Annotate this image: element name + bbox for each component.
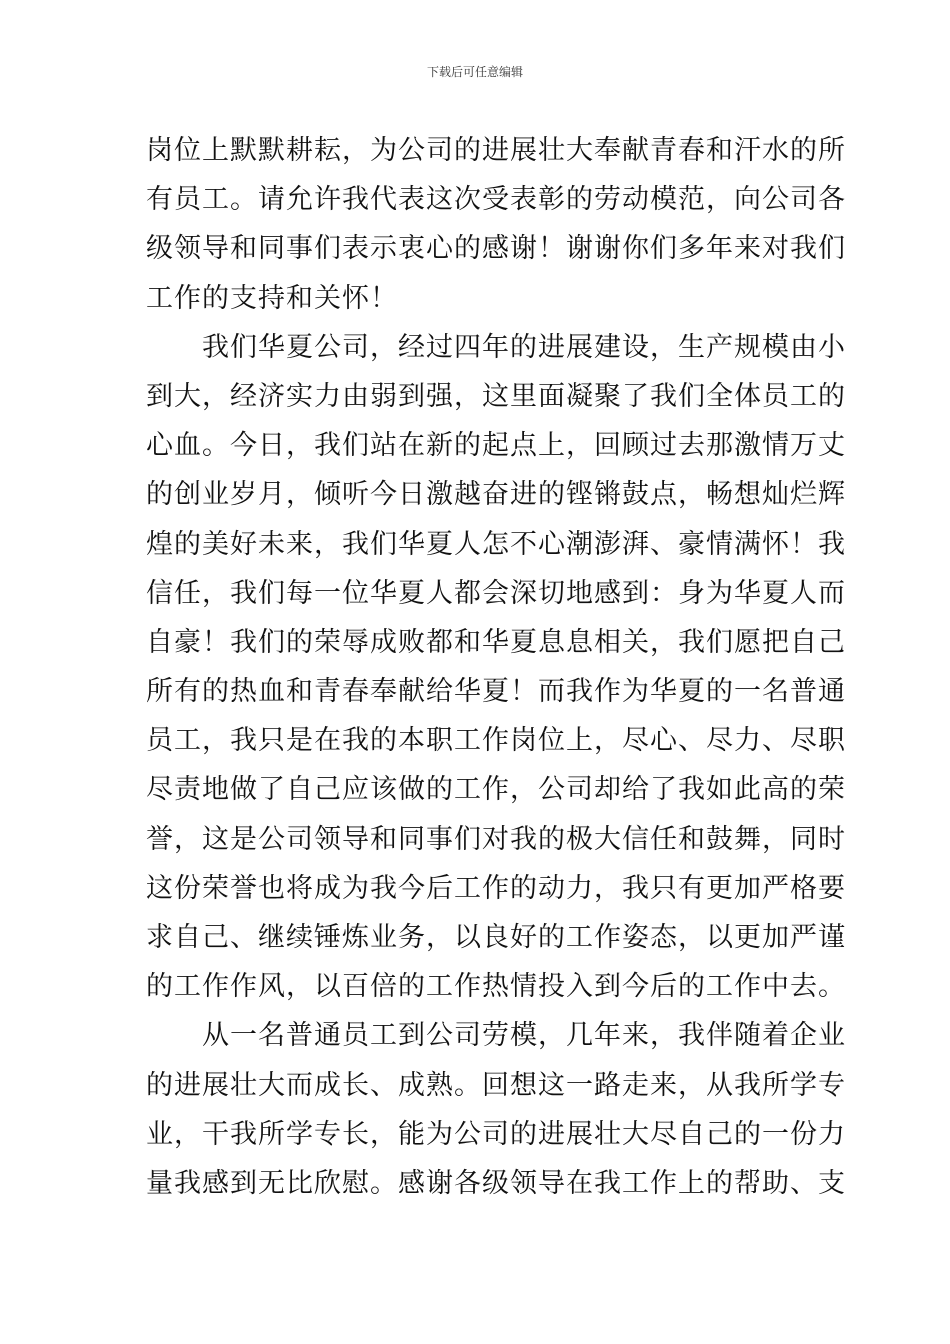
text-line: 工作的支持和关怀！	[146, 282, 398, 314]
text-line: 岗位上默默耕耘，为公司的进展壮大奉献青春和汗水的所	[146, 135, 846, 166]
text-line: 有员工。请允许我代表这次受表彰的劳动模范，向公司各	[146, 184, 846, 216]
text-line: 的创业岁月，倾听今日激越奋进的铿锵鼓点，畅想灿烂辉	[146, 479, 846, 511]
text-line: 员工，我只是在我的本职工作岗位上，尽心、尽力、尽职	[146, 725, 846, 757]
text-line: 级领导和同事们表示衷心的感谢！谢谢你们多年来对我们	[146, 233, 846, 265]
page-header: 下载后可任意编辑	[426, 65, 523, 79]
text-line: 心血。今日，我们站在新的起点上，回顾过去那激情万丈	[146, 430, 846, 462]
text-line: 的进展壮大而成长、成熟。回想这一路走来，从我所学专	[146, 1069, 846, 1101]
text-line: 自豪！我们的荣辱成败都和华夏息息相关，我们愿把自己	[146, 626, 846, 658]
text-line: 尽责地做了自己应该做的工作，公司却给了我如此高的荣	[146, 774, 846, 806]
text-line: 这份荣誉也将成为我今后工作的动力，我只有更加严格要	[146, 872, 846, 904]
text-line: 信任，我们每一位华夏人都会深切地感到：身为华夏人而	[146, 577, 846, 609]
text-line: 到大，经济实力由弱到强，这里面凝聚了我们全体员工的	[146, 380, 846, 412]
document-body	[146, 126, 846, 1208]
text-line: 求自己、继续锤炼业务，以良好的工作姿态，以更加严谨	[146, 922, 846, 953]
text-line: 煌的美好未来，我们华夏人怎不心潮澎湃、豪情满怀！我	[146, 528, 846, 560]
text-line: 所有的热血和青春奉献给华夏！而我作为华夏的一名普通	[146, 676, 846, 708]
text-line: 量我感到无比欣慰。感谢各级领导在我工作上的帮助、支	[146, 1167, 846, 1199]
text-line: 的工作作风，以百倍的工作热情投入到今后的工作中去。	[146, 971, 846, 1003]
text-line: 我们华夏公司，经过四年的进展建设，生产规模由小	[202, 331, 846, 363]
text-line: 誉，这是公司领导和同事们对我的极大信任和鼓舞，同时	[146, 823, 846, 855]
text-line: 业，干我所学专长，能为公司的进展壮大尽自己的一份力	[146, 1118, 846, 1150]
text-line: 从一名普通员工到公司劳模，几年来，我伴随着企业	[202, 1020, 846, 1052]
